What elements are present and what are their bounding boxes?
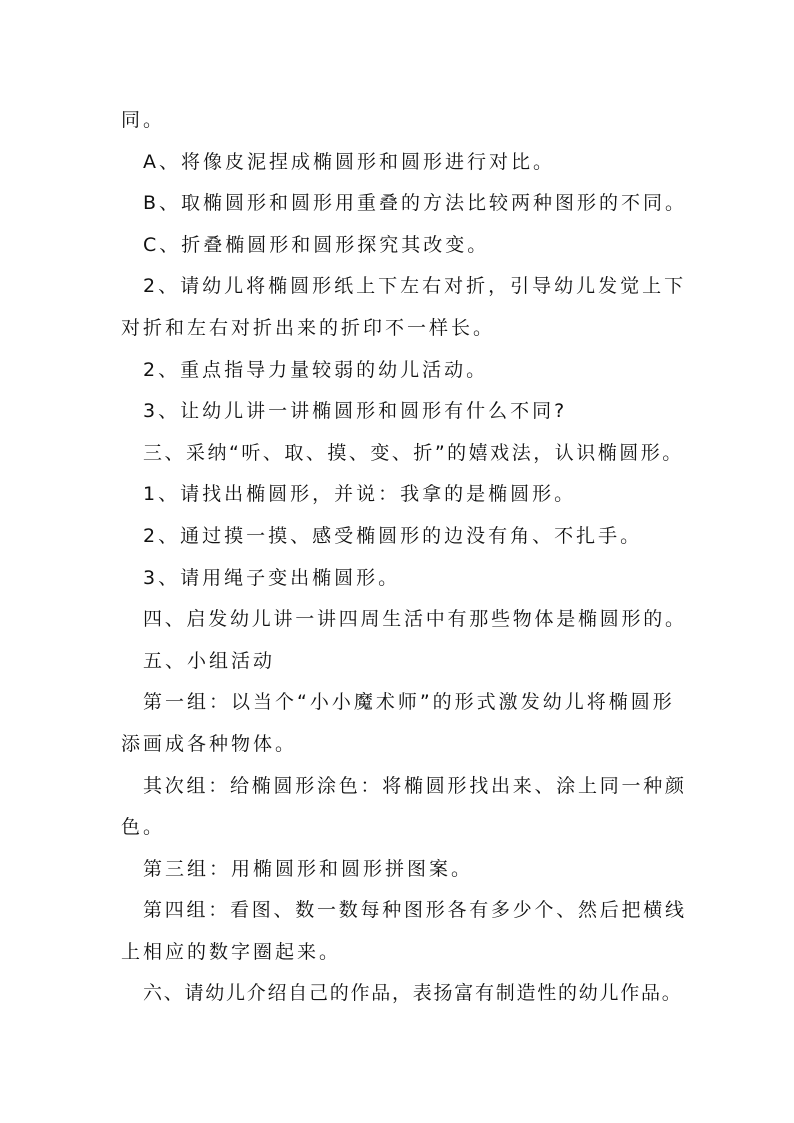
text-line: 三、采纳“听、取、摸、变、折”的嬉戏法，认识椭圆形。 (143, 441, 684, 464)
text-line: 添画成各种物体。 (121, 732, 298, 755)
text-line: 四、启发幼儿讲一讲四周生活中有那些物体是椭圆形的。 (143, 608, 687, 631)
text-line: 3、请用绳子变出椭圆形。 (143, 566, 401, 589)
text-line: 第三组：用椭圆形和圆形拼图案。 (143, 857, 474, 880)
text-line: 2、通过摸一摸、感受椭圆形的边没有角、不扎手。 (143, 524, 643, 547)
text-line: 第一组：以当个“小小魔术师”的形式激发幼儿将椭圆形 (143, 691, 675, 714)
text-line: 上相应的数字圈起来。 (121, 940, 342, 963)
text-line: 五、小组活动 (143, 649, 276, 672)
text-line: 3、让幼儿讲一讲椭圆形和圆形有什么不同? (143, 400, 568, 423)
text-line: 第四组：看图、数一数每种图形各有多少个、然后把横线 (143, 899, 687, 922)
text-line: C、折叠椭圆形和圆形探究其改变。 (143, 233, 490, 256)
text-line: 2、请幼儿将椭圆形纸上下左右对折，引导幼儿发觉上下 (143, 275, 687, 298)
document-body (121, 100, 687, 1015)
text-line: 其次组：给椭圆形涂色：将椭圆形找出来、涂上同一种颜 (143, 774, 687, 797)
text-line: 对折和左右对折出来的折印不一样长。 (121, 316, 496, 339)
text-line: 同。 (121, 109, 166, 131)
text-line: 2、重点指导力量较弱的幼儿活动。 (143, 358, 489, 381)
text-line: 1、请找出椭圆形，并说：我拿的是椭圆形。 (143, 483, 577, 506)
text-line: 六、请幼儿介绍自己的作品，表扬富有制造性的幼儿作品。 (143, 982, 683, 1005)
text-line: A、将像皮泥捏成椭圆形和圆形进行对比。 (143, 150, 555, 173)
text-line: 色。 (121, 816, 166, 839)
text-line: B、取椭圆形和圆形用重叠的方法比较两种图形的不同。 (143, 192, 688, 215)
